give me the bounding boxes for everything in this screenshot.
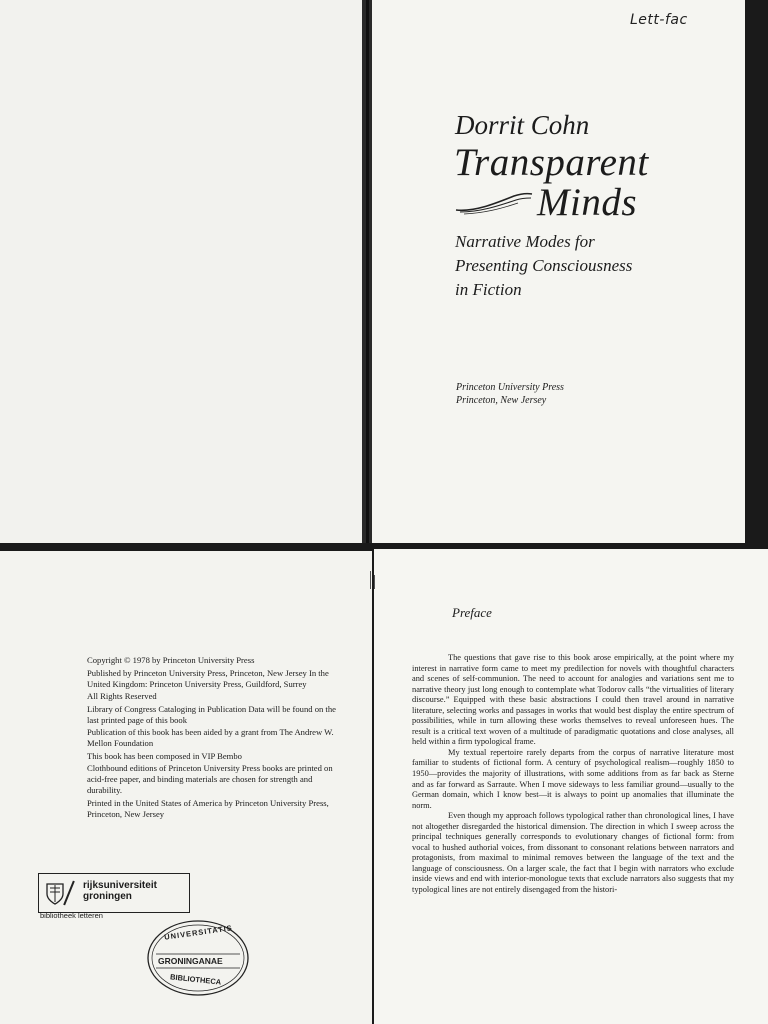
preface-page	[374, 549, 768, 1024]
copyright-page	[0, 551, 372, 1024]
title-line-1: Transparent	[454, 141, 649, 184]
title-page	[372, 0, 745, 543]
library-stamp	[38, 873, 190, 913]
copyright-line: Publication of this book has been aided by a grant from The Andrew W. Mellon Foundation	[87, 727, 334, 748]
subtitle-line: Narrative Modes for	[455, 232, 595, 251]
oval-stamp-middle: GRONINGANAE	[158, 956, 223, 966]
preface-paragraph: My textual repertoire rarely departs from the corpus of narrative literature most familiar to students of fictional form. A century of psychological realism—roughly 1850 to 1950—provides the majority of illustrations, with some additions from as far back as Sterne and as far forward as Sarraute. When I move sideways to less familiar ground—usually to the German domain, which I know best—it is always to point up anomalies that illuminate the norm.	[412, 747, 734, 810]
copyright-line: This book has been composed in VIP Bembo	[87, 750, 242, 761]
publisher-line: Princeton University Press	[456, 382, 564, 393]
page-edge-mark	[370, 571, 371, 589]
copyright-line: Printed in the United States of America by Princeton University Press, Princeton, New Jersey	[87, 797, 329, 819]
publisher-imprint	[456, 381, 564, 407]
spine-shadow	[366, 0, 369, 543]
page-edge-mark	[374, 575, 375, 589]
preface-body	[412, 653, 734, 896]
publisher-line: Princeton, New Jersey	[456, 395, 547, 406]
stamp-line-1: rijksuniversiteit	[83, 880, 157, 891]
preface-paragraph: The questions that gave rise to this book arose empirically, at the point where my interest in narrative form came to meet my predilection for novels with thoughtful characters and scenes of self-communion. The need to account for analogies and variations sent me to narrative theory just long enough to contemplate what Todorov calls “the virtualities of literary discourse.” Equipped with these basic abstractions I could then travel around in narrative literature, selecting works and passages in works that would best display the entire spectrum of possibilities, while in turn allowing these works themselves to reveal unforeseen hues. The result is a critical text woven of a multitude of paradigmatic quotations and close analyses, all held within a firm typological frame.	[412, 653, 734, 747]
crest-icon	[45, 882, 65, 906]
oval-stamp-bottom: BIBLIOTHECA	[169, 972, 222, 987]
subtitle	[455, 230, 705, 302]
copyright-line: All Rights Reserved	[87, 691, 157, 701]
copyright-line: Published by Princeton University Press, Princeton, New Jersey In the United Kingdom: Princeton University Press, Guildford, Surrey	[87, 667, 329, 689]
copyright-block	[87, 655, 347, 821]
subtitle-line: Presenting Consciousness	[455, 256, 633, 275]
stamp-text	[83, 880, 157, 902]
stamp-line-2: groningen	[83, 891, 132, 902]
subtitle-line: in Fiction	[455, 280, 522, 299]
title-line-2: Minds	[537, 181, 637, 224]
preface-heading: Preface	[452, 605, 492, 620]
copyright-line: Clothbound editions of Princeton University Press books are printed on acid-free paper, and binding materials are chosen for strength and durability.	[87, 763, 333, 795]
oval-stamp-top: UNIVERSITATIS	[163, 923, 234, 942]
handwritten-note: Lett-fac	[630, 12, 688, 28]
university-oval-stamp	[146, 918, 250, 998]
copyright-line: Copyright © 1978 by Princeton University Press	[87, 655, 255, 665]
copyright-line: Library of Congress Cataloging in Publication Data will be found on the last printed page of this book	[87, 703, 336, 725]
author-name: Dorrit Cohn	[455, 110, 590, 140]
title-swash-ornament	[454, 190, 534, 216]
blank-left-page	[0, 0, 362, 543]
preface-paragraph: Even though my approach follows typological rather than chronological lines, I have not altogether disregarded the historical dimension. The direction in which I sweep across the principal techniques generally corresponds to evolutionary changes of fictional form: from vocal to hushed authorial voices, from dissonant to consonant relations between narrators and protagonists, from maximal to minimal removes between the language of the text and the language of consciousness. On a larger scale, the fact that I begin with narrators who exclude inside views and end with interior-monologue texts that exclude narrators also suggests that my typological lines are not entirely disengaged from the histori-	[412, 811, 734, 895]
stamp-subline: bibliotheek letteren	[40, 911, 103, 920]
